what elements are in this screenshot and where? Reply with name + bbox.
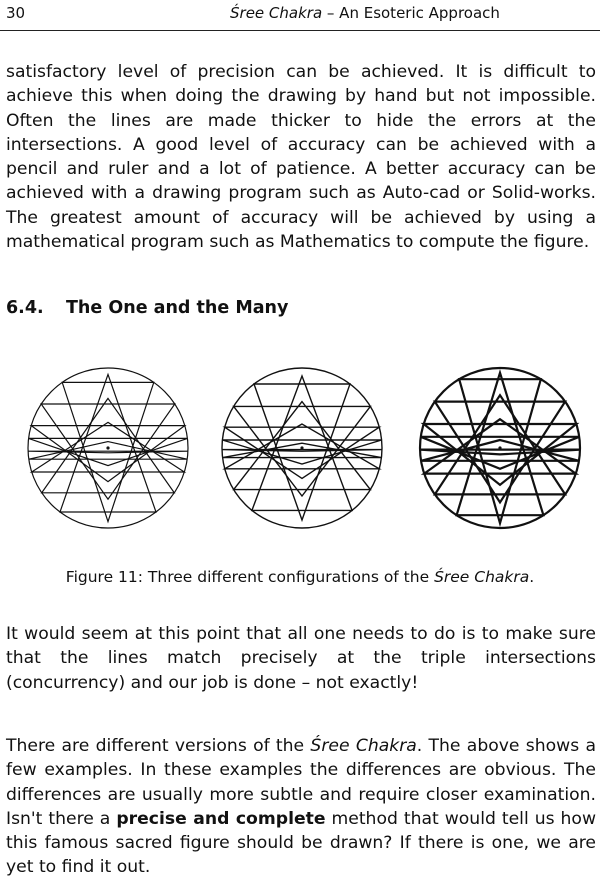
sree-chakra-diagram-2 [212,358,392,538]
bindu-dot [300,446,303,449]
upward-triangle [29,442,187,460]
paragraph-versions-part1: There are different versions of the [6,736,311,756]
running-title [230,4,500,22]
figure-caption [0,568,600,586]
caption-italic: Śree Chakra [434,568,530,586]
upward-triangle [225,424,379,469]
upward-triangle [435,395,565,494]
paragraph-versions [6,734,596,880]
sree-chakra-diagram-3 [410,358,590,538]
paragraph-intersections: It would seem at this point that all one needs to do is to make sure that the lines match precisely at the triple intersections (concurrency) and our job is done – not exactly! [6,624,596,693]
paragraph-versions-italic: Śree Chakra [310,736,417,756]
running-title-italic: Śree Chakra [230,4,323,22]
paragraph-versions-part2: . The above shows a few examples. In these examples the differences are obvious. The differences are usually more subtle and require closer examination. Isn't there a [6,736,596,829]
paragraph-versions-bold: precise and complete [116,808,326,829]
page-header [0,0,600,31]
upward-triangle [60,374,156,512]
upward-triangle [42,398,175,492]
figure-11 [0,358,600,538]
bindu-dot [498,446,501,449]
sree-chakra-diagram-1 [18,358,198,538]
upward-triangle [234,402,371,490]
bindu-dot [106,446,109,449]
section-title: The One and the Many [66,298,289,318]
caption-suffix: . [529,568,535,586]
paragraph-versions-part3: method that would tell us how this famous sacred figure should be drawn? If there is one, we are yet to find it out. [6,808,597,878]
section-number: 6.4. [6,298,44,318]
section-heading [6,298,288,318]
page-number: 30 [6,4,26,22]
caption-prefix: Figure 11: Three different configurations of the [65,568,435,586]
running-title-rest: – An Esoteric Approach [322,4,500,22]
paragraph-precision: satisfactory level of precision can be achieved. It is difficult to achieve this when doing the drawing by hand but not impossible. Often the lines are made thicker to hide the errors at the intersections. A good level of accuracy can be achieved with a pencil and ruler and a lot of patience. A better accuracy can be achieved with a drawing program such as Auto-cad or Solid-works. The greatest amount of accuracy will be achieved by using a mathematical program such as Mathematics to compute the figure. [6,62,596,253]
downward-triangle [28,451,188,453]
downward-triangle [222,450,382,452]
